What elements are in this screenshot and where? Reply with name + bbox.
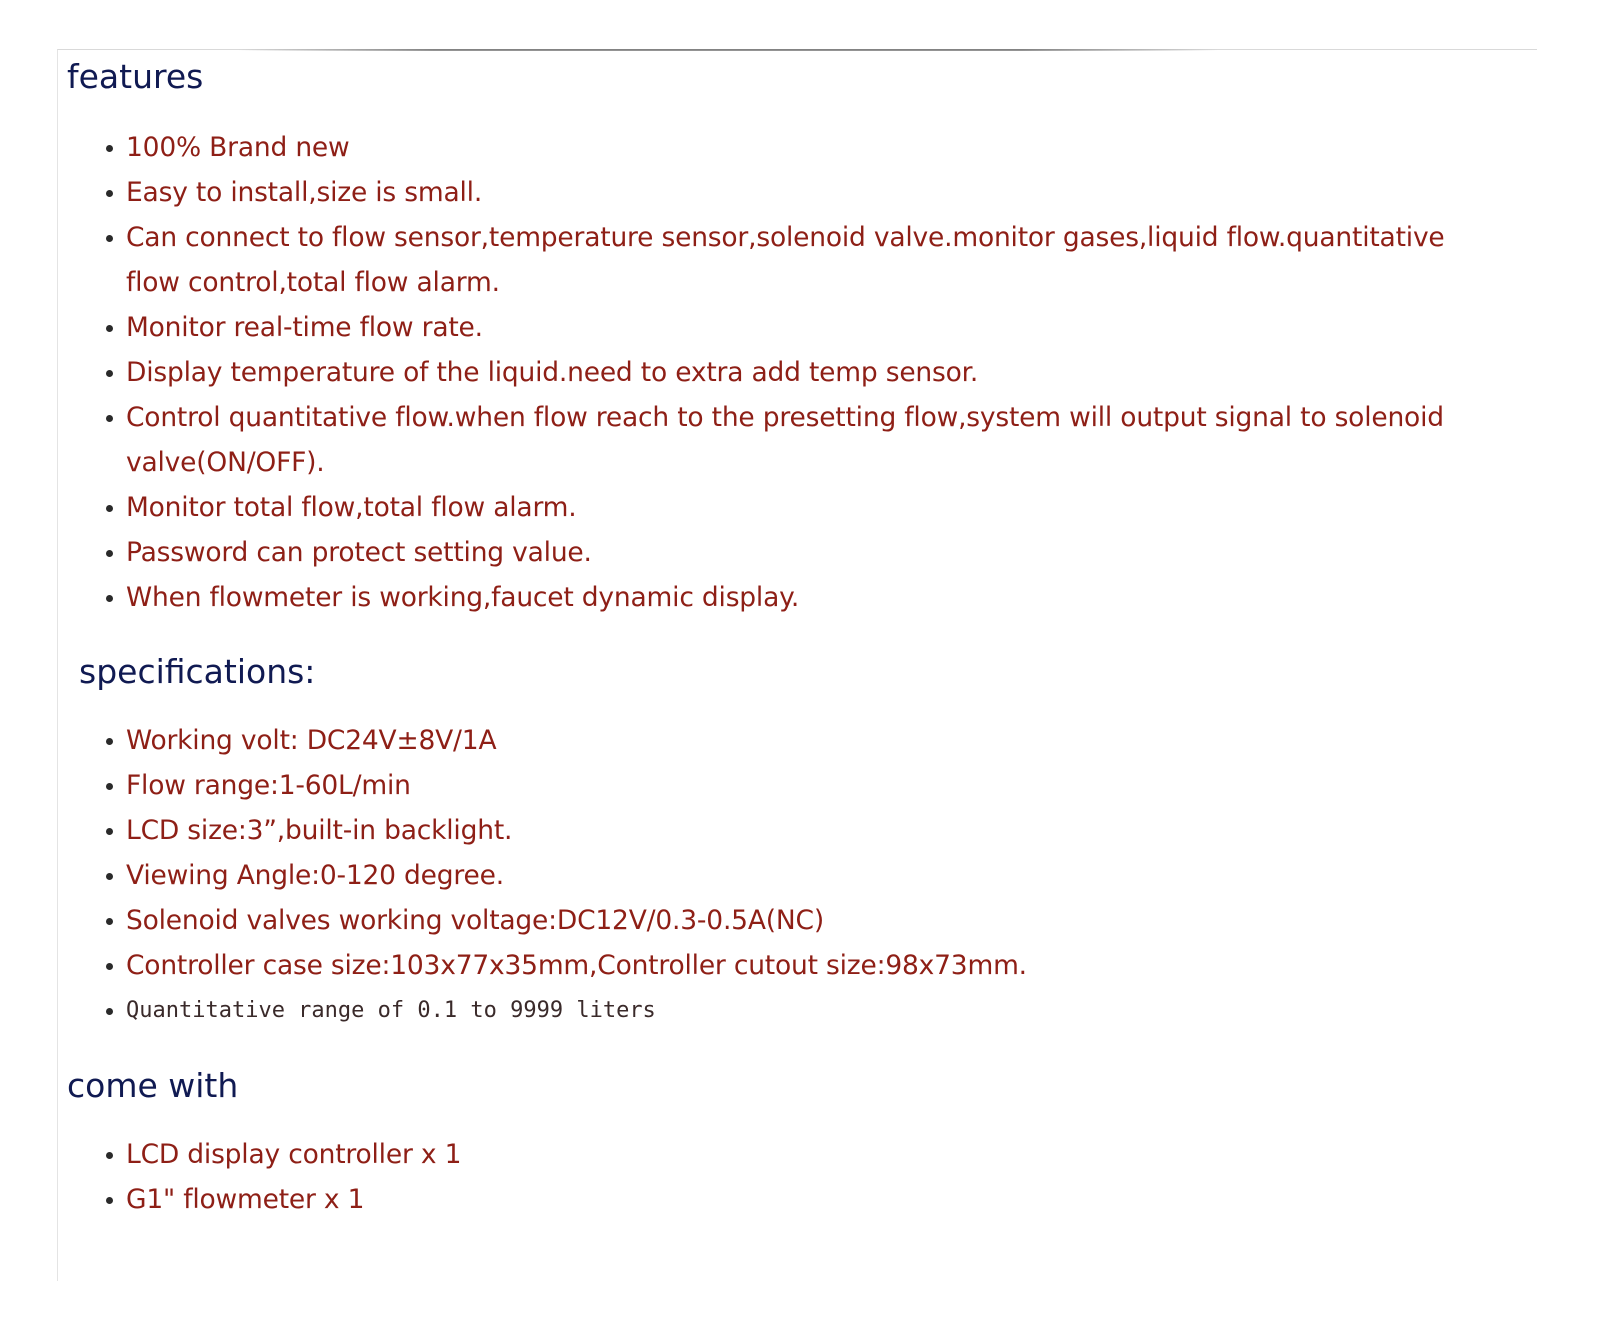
list-item: Solenoid valves working voltage:DC12V/0.3-0.5A(NC) <box>106 898 1497 943</box>
list-item: Can connect to flow sensor,temperature sensor,solenoid valve.monitor gases,liquid flow.quantitative flow control,total flow alarm. <box>106 215 1497 305</box>
features-list <box>106 125 1497 620</box>
product-description-panel <box>57 49 1537 1281</box>
specifications-list <box>106 718 1497 1033</box>
list-item: Easy to install,size is small. <box>106 170 1497 215</box>
come-with-heading: come with <box>67 1066 239 1105</box>
list-item: Display temperature of the liquid.need to extra add temp sensor. <box>106 350 1497 395</box>
list-item: G1" flowmeter x 1 <box>106 1177 1497 1222</box>
list-item: LCD size:3”,built-in backlight. <box>106 808 1497 853</box>
list-item: Controller case size:103x77x35mm,Controller cutout size:98x73mm. <box>106 943 1497 988</box>
list-item: Working volt: DC24V±8V/1A <box>106 718 1497 763</box>
list-item: LCD display controller x 1 <box>106 1132 1497 1177</box>
list-item: Quantitative range of 0.1 to 9999 liters <box>106 988 1497 1033</box>
list-item: Control quantitative flow.when flow reach to the presetting flow,system will output signal to solenoid valve(ON/OFF). <box>106 395 1497 485</box>
list-item: 100% Brand new <box>106 125 1497 170</box>
list-item: When flowmeter is working,faucet dynamic display. <box>106 575 1497 620</box>
come-with-list <box>106 1132 1497 1222</box>
list-item: Flow range:1-60L/min <box>106 763 1497 808</box>
list-item: Monitor total flow,total flow alarm. <box>106 485 1497 530</box>
top-divider <box>238 49 1218 51</box>
list-item: Password can protect setting value. <box>106 530 1497 575</box>
features-heading: features <box>67 57 204 96</box>
list-item: Viewing Angle:0-120 degree. <box>106 853 1497 898</box>
list-item: Monitor real-time flow rate. <box>106 305 1497 350</box>
specifications-heading: specifications: <box>79 652 316 691</box>
